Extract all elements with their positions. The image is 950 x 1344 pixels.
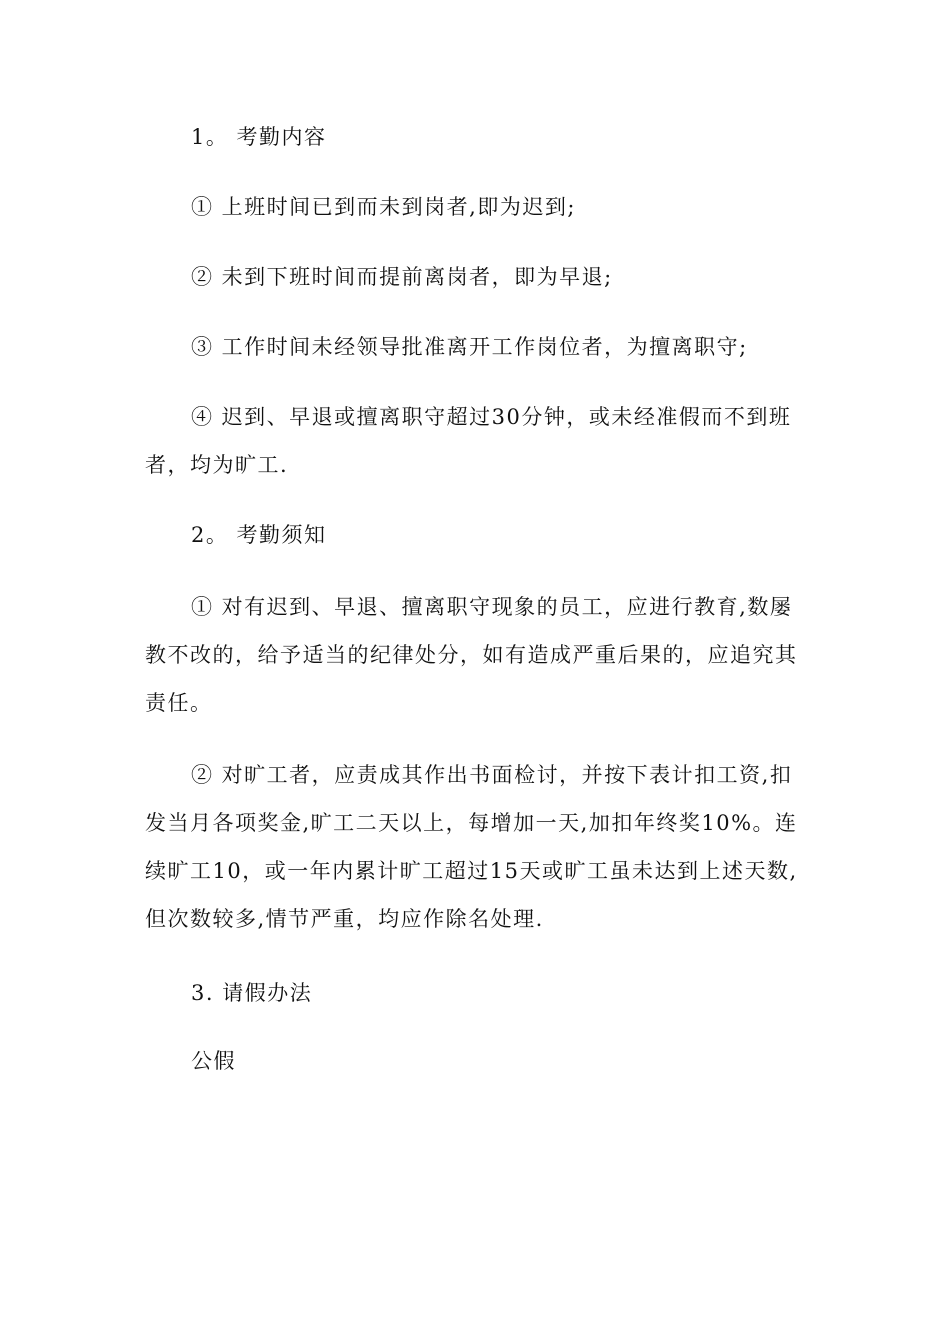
paragraph-early-leave-definition: ② 未到下班时间而提前离岗者，即为早退; bbox=[191, 265, 613, 289]
paragraph-absent-from-post-definition: ③ 工作时间未经领导批准离开工作岗位者，为擅离职守; bbox=[191, 335, 748, 359]
paragraph-late-definition: ① 上班时间已到而未到岗者,即为迟到; bbox=[191, 195, 576, 219]
paragraph-discipline-note: ① 对有迟到、早退、擅离职守现象的员工，应进行教育,数屡教不改的，给予适当的纪律处分，如有造成严重后果的，应追究其责任。 bbox=[145, 595, 798, 715]
paragraph-official-leave: 公假 bbox=[191, 1049, 236, 1073]
paragraph-absenteeism-penalty: ② 对旷工者，应责成其作出书面检讨，并按下表计扣工资,扣发当月各项奖金,旷工二天以上，每增加一天,加扣年终奖10%。连续旷工10，或一年内累计旷工超过15天或旷工虽未达到上述天数,但次数较多,情节严重，均应作除名处理. bbox=[145, 763, 798, 931]
section-heading-attendance-content: 1。 考勤内容 bbox=[191, 125, 327, 149]
section-heading-attendance-notes: 2。 考勤须知 bbox=[191, 523, 327, 547]
section-heading-leave-policy: 3. 请假办法 bbox=[191, 981, 313, 1005]
paragraph-absenteeism-definition: ④ 迟到、早退或擅离职守超过30分钟，或未经准假而不到班者，均为旷工. bbox=[145, 405, 792, 477]
